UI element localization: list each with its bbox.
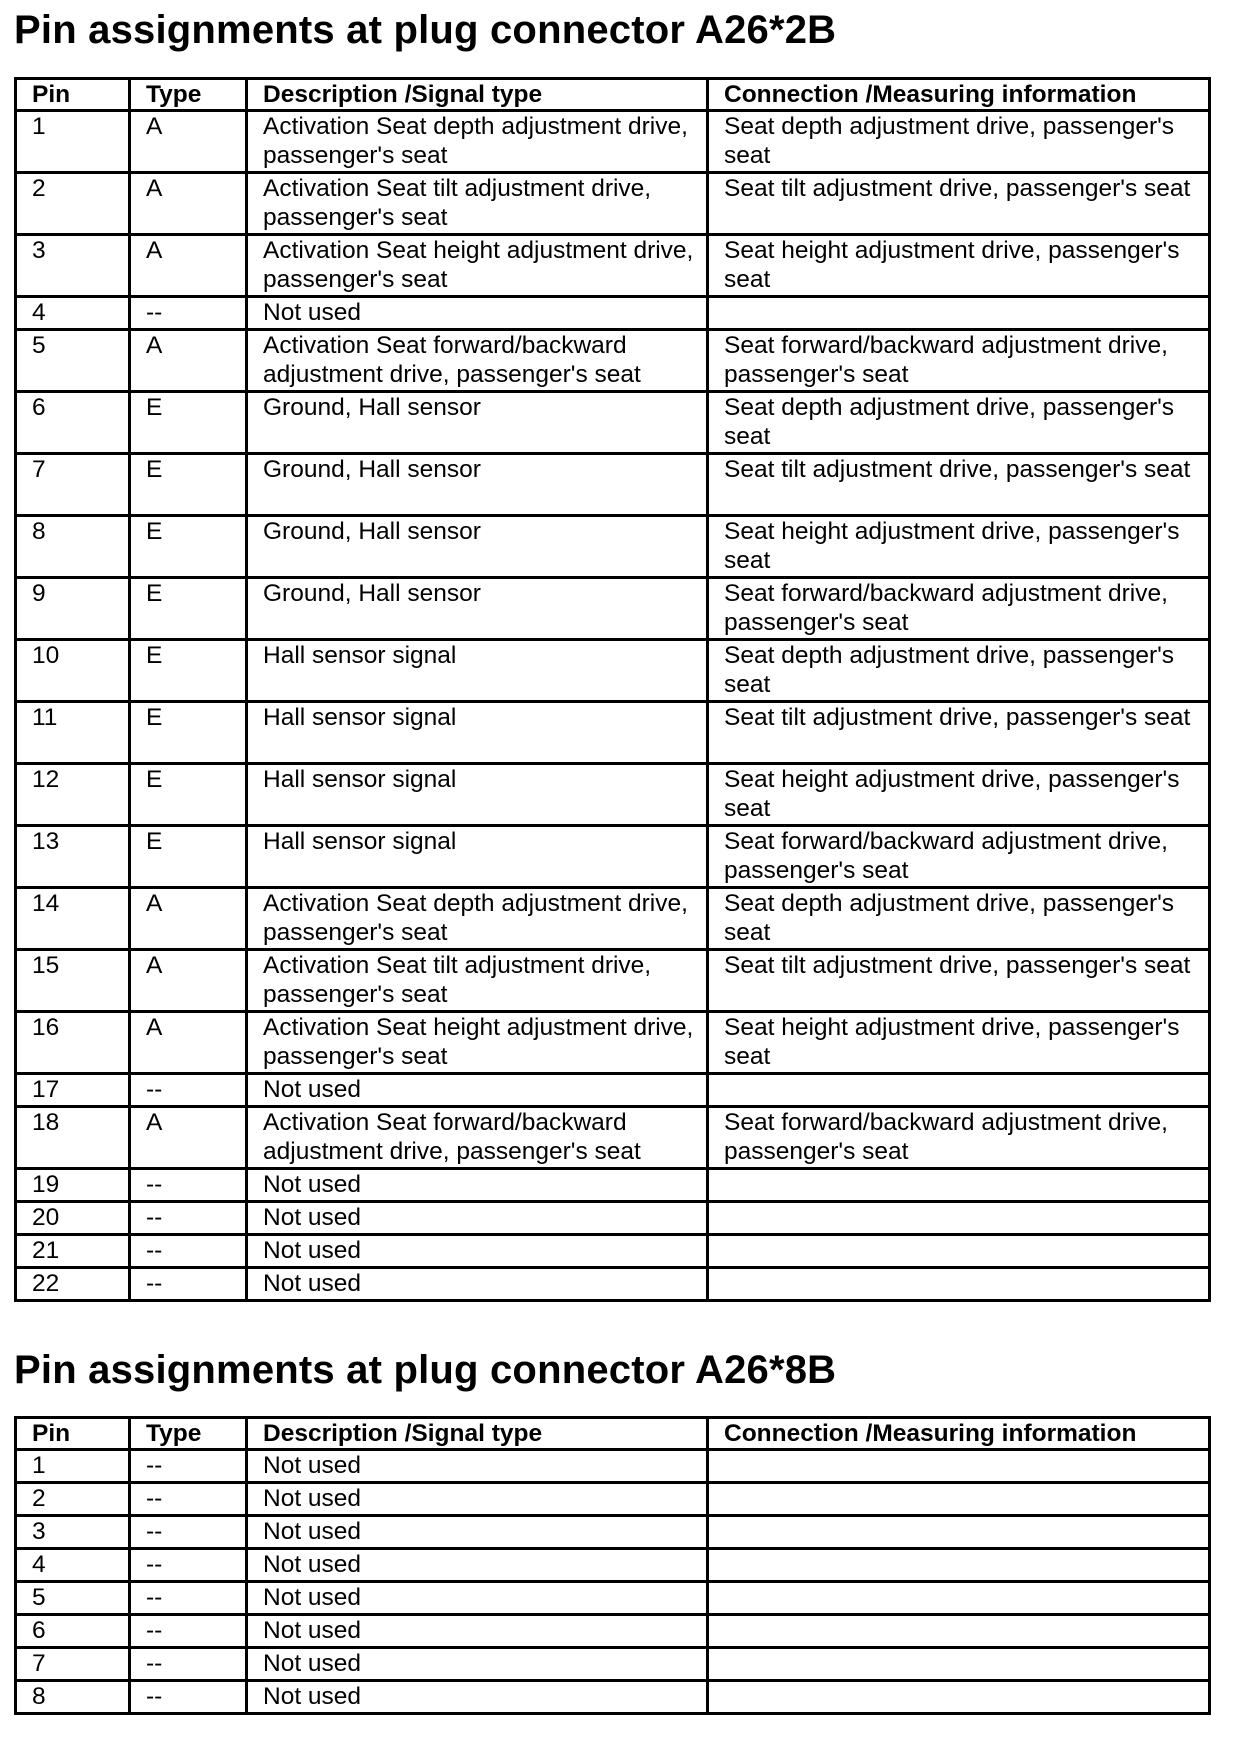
pin-cell: 19 (16, 1169, 130, 1202)
pin-cell: 8 (16, 516, 130, 578)
description-cell: Not used (247, 1268, 708, 1301)
table-row (16, 1107, 1210, 1169)
description-cell: Activation Seat depth adjustment drive, passenger's seat (247, 888, 708, 950)
pin-cell: 14 (16, 888, 130, 950)
connection-cell: Seat forward/backward adjustment drive, passenger's seat (708, 1107, 1210, 1169)
description-cell: Activation Seat depth adjustment drive, passenger's seat (247, 111, 708, 173)
table-row (16, 235, 1210, 297)
table-row (16, 578, 1210, 640)
pin-cell: 16 (16, 1012, 130, 1074)
pin-cell: 3 (16, 1516, 130, 1549)
pin-cell: 5 (16, 1582, 130, 1615)
type-cell: -- (130, 1202, 247, 1235)
description-cell: Ground, Hall sensor (247, 392, 708, 454)
header-connection: Connection /Measuring information (708, 79, 1210, 111)
pin-cell: 6 (16, 392, 130, 454)
connection-cell (708, 1074, 1210, 1107)
pin-cell: 12 (16, 764, 130, 826)
description-cell: Ground, Hall sensor (247, 454, 708, 516)
connection-cell (708, 1235, 1210, 1268)
description-cell: Not used (247, 1202, 708, 1235)
pin-cell: 1 (16, 1450, 130, 1483)
description-cell: Not used (247, 1615, 708, 1648)
table-row (16, 516, 1210, 578)
connection-cell: Seat height adjustment drive, passenger's seat (708, 1012, 1210, 1074)
description-cell: Ground, Hall sensor (247, 516, 708, 578)
table-row (16, 1615, 1210, 1648)
table-row (16, 1516, 1210, 1549)
type-cell: E (130, 702, 247, 764)
pin-table-a26-2b (14, 77, 1211, 1302)
connection-cell: Seat depth adjustment drive, passenger's seat (708, 640, 1210, 702)
pin-cell: 15 (16, 950, 130, 1012)
connection-cell (708, 1268, 1210, 1301)
pin-cell: 7 (16, 1648, 130, 1681)
description-cell: Activation Seat height adjustment drive, passenger's seat (247, 235, 708, 297)
description-cell: Hall sensor signal (247, 640, 708, 702)
type-cell: A (130, 888, 247, 950)
type-cell: -- (130, 1450, 247, 1483)
table-row (16, 950, 1210, 1012)
pin-cell: 18 (16, 1107, 130, 1169)
type-cell: -- (130, 1582, 247, 1615)
table-header-row (16, 1418, 1210, 1450)
type-cell: -- (130, 1549, 247, 1582)
pin-cell: 3 (16, 235, 130, 297)
description-cell: Not used (247, 1450, 708, 1483)
description-cell: Activation Seat forward/backward adjustment drive, passenger's seat (247, 330, 708, 392)
pin-cell: 1 (16, 111, 130, 173)
type-cell: -- (130, 1169, 247, 1202)
description-cell: Activation Seat tilt adjustment drive, passenger's seat (247, 950, 708, 1012)
table-row (16, 330, 1210, 392)
table-row (16, 1268, 1210, 1301)
pin-cell: 13 (16, 826, 130, 888)
table-row (16, 888, 1210, 950)
pin-cell: 9 (16, 578, 130, 640)
table-header-row (16, 79, 1210, 111)
header-description: Description /Signal type (247, 79, 708, 111)
type-cell: E (130, 578, 247, 640)
connection-cell (708, 297, 1210, 330)
pin-cell: 20 (16, 1202, 130, 1235)
type-cell: E (130, 392, 247, 454)
connection-cell: Seat tilt adjustment drive, passenger's seat (708, 702, 1210, 764)
type-cell: -- (130, 1681, 247, 1714)
connection-cell: Seat tilt adjustment drive, passenger's seat (708, 950, 1210, 1012)
connection-cell: Seat depth adjustment drive, passenger's seat (708, 111, 1210, 173)
table-row (16, 1483, 1210, 1516)
table-row (16, 297, 1210, 330)
type-cell: -- (130, 1074, 247, 1107)
pin-cell: 17 (16, 1074, 130, 1107)
description-cell: Not used (247, 1483, 708, 1516)
connection-cell: Seat depth adjustment drive, passenger's seat (708, 392, 1210, 454)
type-cell: -- (130, 1615, 247, 1648)
description-cell: Ground, Hall sensor (247, 578, 708, 640)
connection-cell (708, 1483, 1210, 1516)
pin-cell: 22 (16, 1268, 130, 1301)
description-cell: Not used (247, 1549, 708, 1582)
table-row (16, 1074, 1210, 1107)
pin-cell: 6 (16, 1615, 130, 1648)
description-cell: Not used (247, 1582, 708, 1615)
header-pin: Pin (16, 79, 130, 111)
connection-cell: Seat forward/backward adjustment drive, passenger's seat (708, 330, 1210, 392)
table-row (16, 1235, 1210, 1268)
pin-cell: 5 (16, 330, 130, 392)
header-pin: Pin (16, 1418, 130, 1450)
type-cell: -- (130, 297, 247, 330)
type-cell: A (130, 235, 247, 297)
table-row (16, 1202, 1210, 1235)
section-title-a26-8b: Pin assignments at plug connector A26*8B (14, 1348, 837, 1392)
pin-table-a26-8b (14, 1416, 1211, 1715)
table-row (16, 1012, 1210, 1074)
table-row (16, 392, 1210, 454)
table-row (16, 1169, 1210, 1202)
table-row (16, 111, 1210, 173)
table-row (16, 640, 1210, 702)
connection-cell: Seat height adjustment drive, passenger's seat (708, 764, 1210, 826)
pin-cell: 11 (16, 702, 130, 764)
description-cell: Activation Seat forward/backward adjustment drive, passenger's seat (247, 1107, 708, 1169)
pin-cell: 21 (16, 1235, 130, 1268)
description-cell: Hall sensor signal (247, 764, 708, 826)
connection-cell (708, 1582, 1210, 1615)
table-row (16, 702, 1210, 764)
table-row (16, 454, 1210, 516)
connection-cell (708, 1615, 1210, 1648)
connection-cell: Seat tilt adjustment drive, passenger's seat (708, 173, 1210, 235)
type-cell: -- (130, 1268, 247, 1301)
header-description: Description /Signal type (247, 1418, 708, 1450)
type-cell: E (130, 764, 247, 826)
type-cell: A (130, 173, 247, 235)
type-cell: A (130, 950, 247, 1012)
pin-cell: 8 (16, 1681, 130, 1714)
connection-cell (708, 1648, 1210, 1681)
type-cell: E (130, 826, 247, 888)
type-cell: -- (130, 1483, 247, 1516)
connection-cell (708, 1169, 1210, 1202)
table-row (16, 1549, 1210, 1582)
pin-cell: 4 (16, 297, 130, 330)
connection-cell: Seat height adjustment drive, passenger's seat (708, 235, 1210, 297)
pin-cell: 4 (16, 1549, 130, 1582)
type-cell: E (130, 640, 247, 702)
table-row (16, 826, 1210, 888)
table-row (16, 1582, 1210, 1615)
description-cell: Not used (247, 1516, 708, 1549)
description-cell: Not used (247, 1074, 708, 1107)
type-cell: A (130, 1012, 247, 1074)
description-cell: Not used (247, 1681, 708, 1714)
type-cell: E (130, 516, 247, 578)
connection-cell (708, 1516, 1210, 1549)
description-cell: Not used (247, 1648, 708, 1681)
connection-cell (708, 1202, 1210, 1235)
table-row (16, 1681, 1210, 1714)
pin-cell: 2 (16, 1483, 130, 1516)
connection-cell: Seat depth adjustment drive, passenger's seat (708, 888, 1210, 950)
section-title-a26-2b: Pin assignments at plug connector A26*2B (14, 8, 837, 52)
pin-cell: 10 (16, 640, 130, 702)
connection-cell: Seat height adjustment drive, passenger's seat (708, 516, 1210, 578)
description-cell: Not used (247, 1235, 708, 1268)
table-row (16, 1450, 1210, 1483)
connection-cell (708, 1549, 1210, 1582)
description-cell: Activation Seat tilt adjustment drive, passenger's seat (247, 173, 708, 235)
table-row (16, 764, 1210, 826)
connection-cell: Seat forward/backward adjustment drive, passenger's seat (708, 578, 1210, 640)
header-type: Type (130, 1418, 247, 1450)
connection-cell (708, 1681, 1210, 1714)
pin-cell: 2 (16, 173, 130, 235)
type-cell: A (130, 330, 247, 392)
description-cell: Hall sensor signal (247, 702, 708, 764)
header-type: Type (130, 79, 247, 111)
description-cell: Not used (247, 297, 708, 330)
type-cell: -- (130, 1648, 247, 1681)
table-row (16, 173, 1210, 235)
description-cell: Activation Seat height adjustment drive, passenger's seat (247, 1012, 708, 1074)
description-cell: Hall sensor signal (247, 826, 708, 888)
type-cell: -- (130, 1516, 247, 1549)
connection-cell (708, 1450, 1210, 1483)
header-connection: Connection /Measuring information (708, 1418, 1210, 1450)
table-row (16, 1648, 1210, 1681)
connection-cell: Seat tilt adjustment drive, passenger's seat (708, 454, 1210, 516)
type-cell: A (130, 111, 247, 173)
connection-cell: Seat forward/backward adjustment drive, passenger's seat (708, 826, 1210, 888)
type-cell: A (130, 1107, 247, 1169)
pin-cell: 7 (16, 454, 130, 516)
type-cell: E (130, 454, 247, 516)
description-cell: Not used (247, 1169, 708, 1202)
type-cell: -- (130, 1235, 247, 1268)
